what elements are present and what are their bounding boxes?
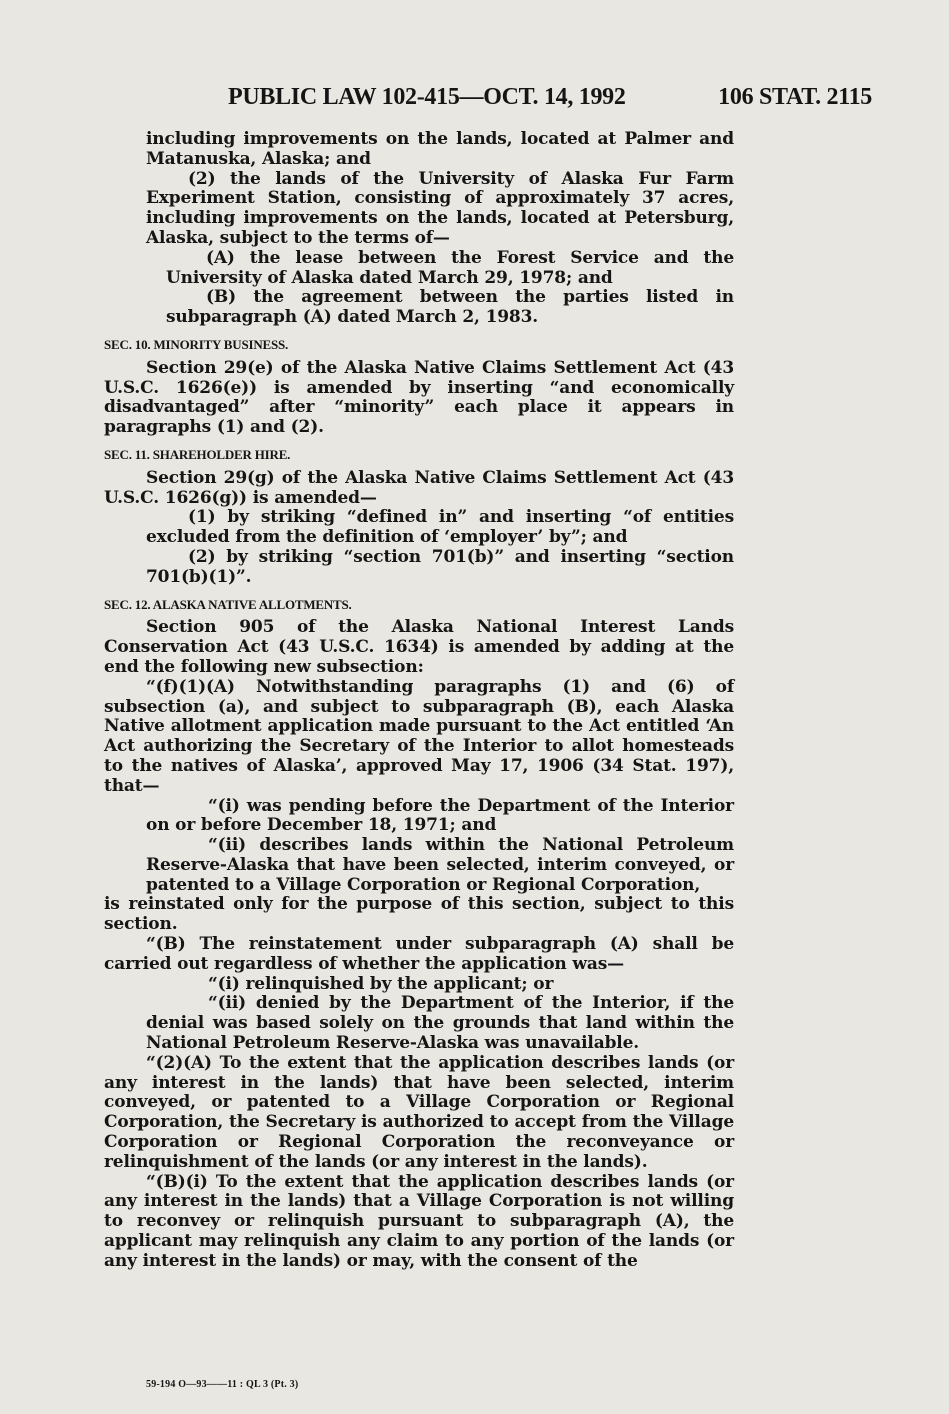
page-header <box>110 84 872 118</box>
section-heading: SEC. 12. ALASKA NATIVE ALLOTMENTS. <box>104 596 352 612</box>
paragraph: Section 905 of the Alaska National Interest Lands Conservation Act (43 U.S.C. 1634) is amended by adding at the end the following new subsection: <box>104 617 734 677</box>
print-code-footer: 59-194 O—93——11 : QL 3 (Pt. 3) <box>146 1379 299 1390</box>
paragraph: (A) the lease between the Forest Service and the University of Alaska dated March 29, 1978; and <box>166 247 734 288</box>
section-heading: SEC. 10. MINORITY BUSINESS. <box>104 336 289 352</box>
paragraph: is reinstated only for the purpose of this section, subject to this section. <box>104 894 734 935</box>
paragraph: (1) by striking “defined in” and inserting “of entities excluded from the definition of ‘employer’ by”; and <box>146 507 734 548</box>
law-title: PUBLIC LAW 102-415—OCT. 14, 1992 <box>228 84 626 110</box>
paragraph: “(ii) denied by the Department of the Interior, if the denial was based solely on the grounds that land within the National Petroleum Reserve-Alaska was unavailable. <box>146 993 734 1054</box>
document-body <box>104 130 734 1272</box>
paragraph: “(f)(1)(A) Notwithstanding paragraphs (1) and (6) of subsection (a), and subject to subparagraph (B), each Alaska Native allotment application made pursuant to the Act entitled ‘An Act authorizing the Secretary of the Interior to allot homesteads to the natives of Alaska’, approved May 17, 1906 (34 Stat. 197), that— <box>104 676 734 796</box>
paragraph: “(B) The reinstatement under subparagraph (A) shall be carried out regardless of whether the application was— <box>104 934 734 974</box>
paragraph: “(i) relinquished by the applicant; or <box>208 973 554 994</box>
paragraph: “(2)(A) To the extent that the application describes lands (or any interest in the lands) that have been selected, interim conveyed, or patented to a Village Corporation or Regional Corporation, the Secretary is authorized to accept from the Village Corporation or Regional Corporation the reconveyance or relinquishment of the lands (or any interest in the lands). <box>104 1052 734 1172</box>
paragraph: “(i) was pending before the Department of the Interior on or before December 18, 1971; and <box>146 795 734 836</box>
paragraph: “(B)(i) To the extent that the application describes lands (or any interest in the lands) that a Village Corporation is not willing to reconvey or relinquish pursuant to subparagraph (A), the applicant may relinquish any claim to any portion of the lands (or any interest in the lands) or may, with the consent of the <box>104 1171 734 1271</box>
paragraph: (B) the agreement between the parties listed in subparagraph (A) dated March 2, 1983. <box>166 287 734 328</box>
paragraph: including improvements on the lands, located at Palmer and Matanuska, Alaska; and <box>146 129 734 169</box>
paragraph: Section 29(e) of the Alaska Native Claims Settlement Act (43 U.S.C. 1626(e)) is amended by inserting “and economically disadvantaged” after “minority” each place it appears in paragraphs (1) and (2). <box>104 357 734 438</box>
paragraph: (2) the lands of the University of Alaska Fur Farm Experiment Station, consisting of approximately 37 acres, including improvements on the lands, located at Petersburg, Alaska, subject to the terms of— <box>146 168 734 248</box>
paragraph: “(ii) describes lands within the National Petroleum Reserve-Alaska that have been selected, interim conveyed, or patented to a Village Corporation or Regional Corporation, <box>146 835 734 895</box>
section-heading: SEC. 11. SHAREHOLDER HIRE. <box>104 446 291 462</box>
stat-citation: 106 STAT. 2115 <box>718 84 872 110</box>
paragraph: Section 29(g) of the Alaska Native Claims Settlement Act (43 U.S.C. 1626(g)) is amended— <box>104 467 734 508</box>
paragraph: (2) by striking “section 701(b)” and inserting “section 701(b)(1)”. <box>146 546 734 587</box>
